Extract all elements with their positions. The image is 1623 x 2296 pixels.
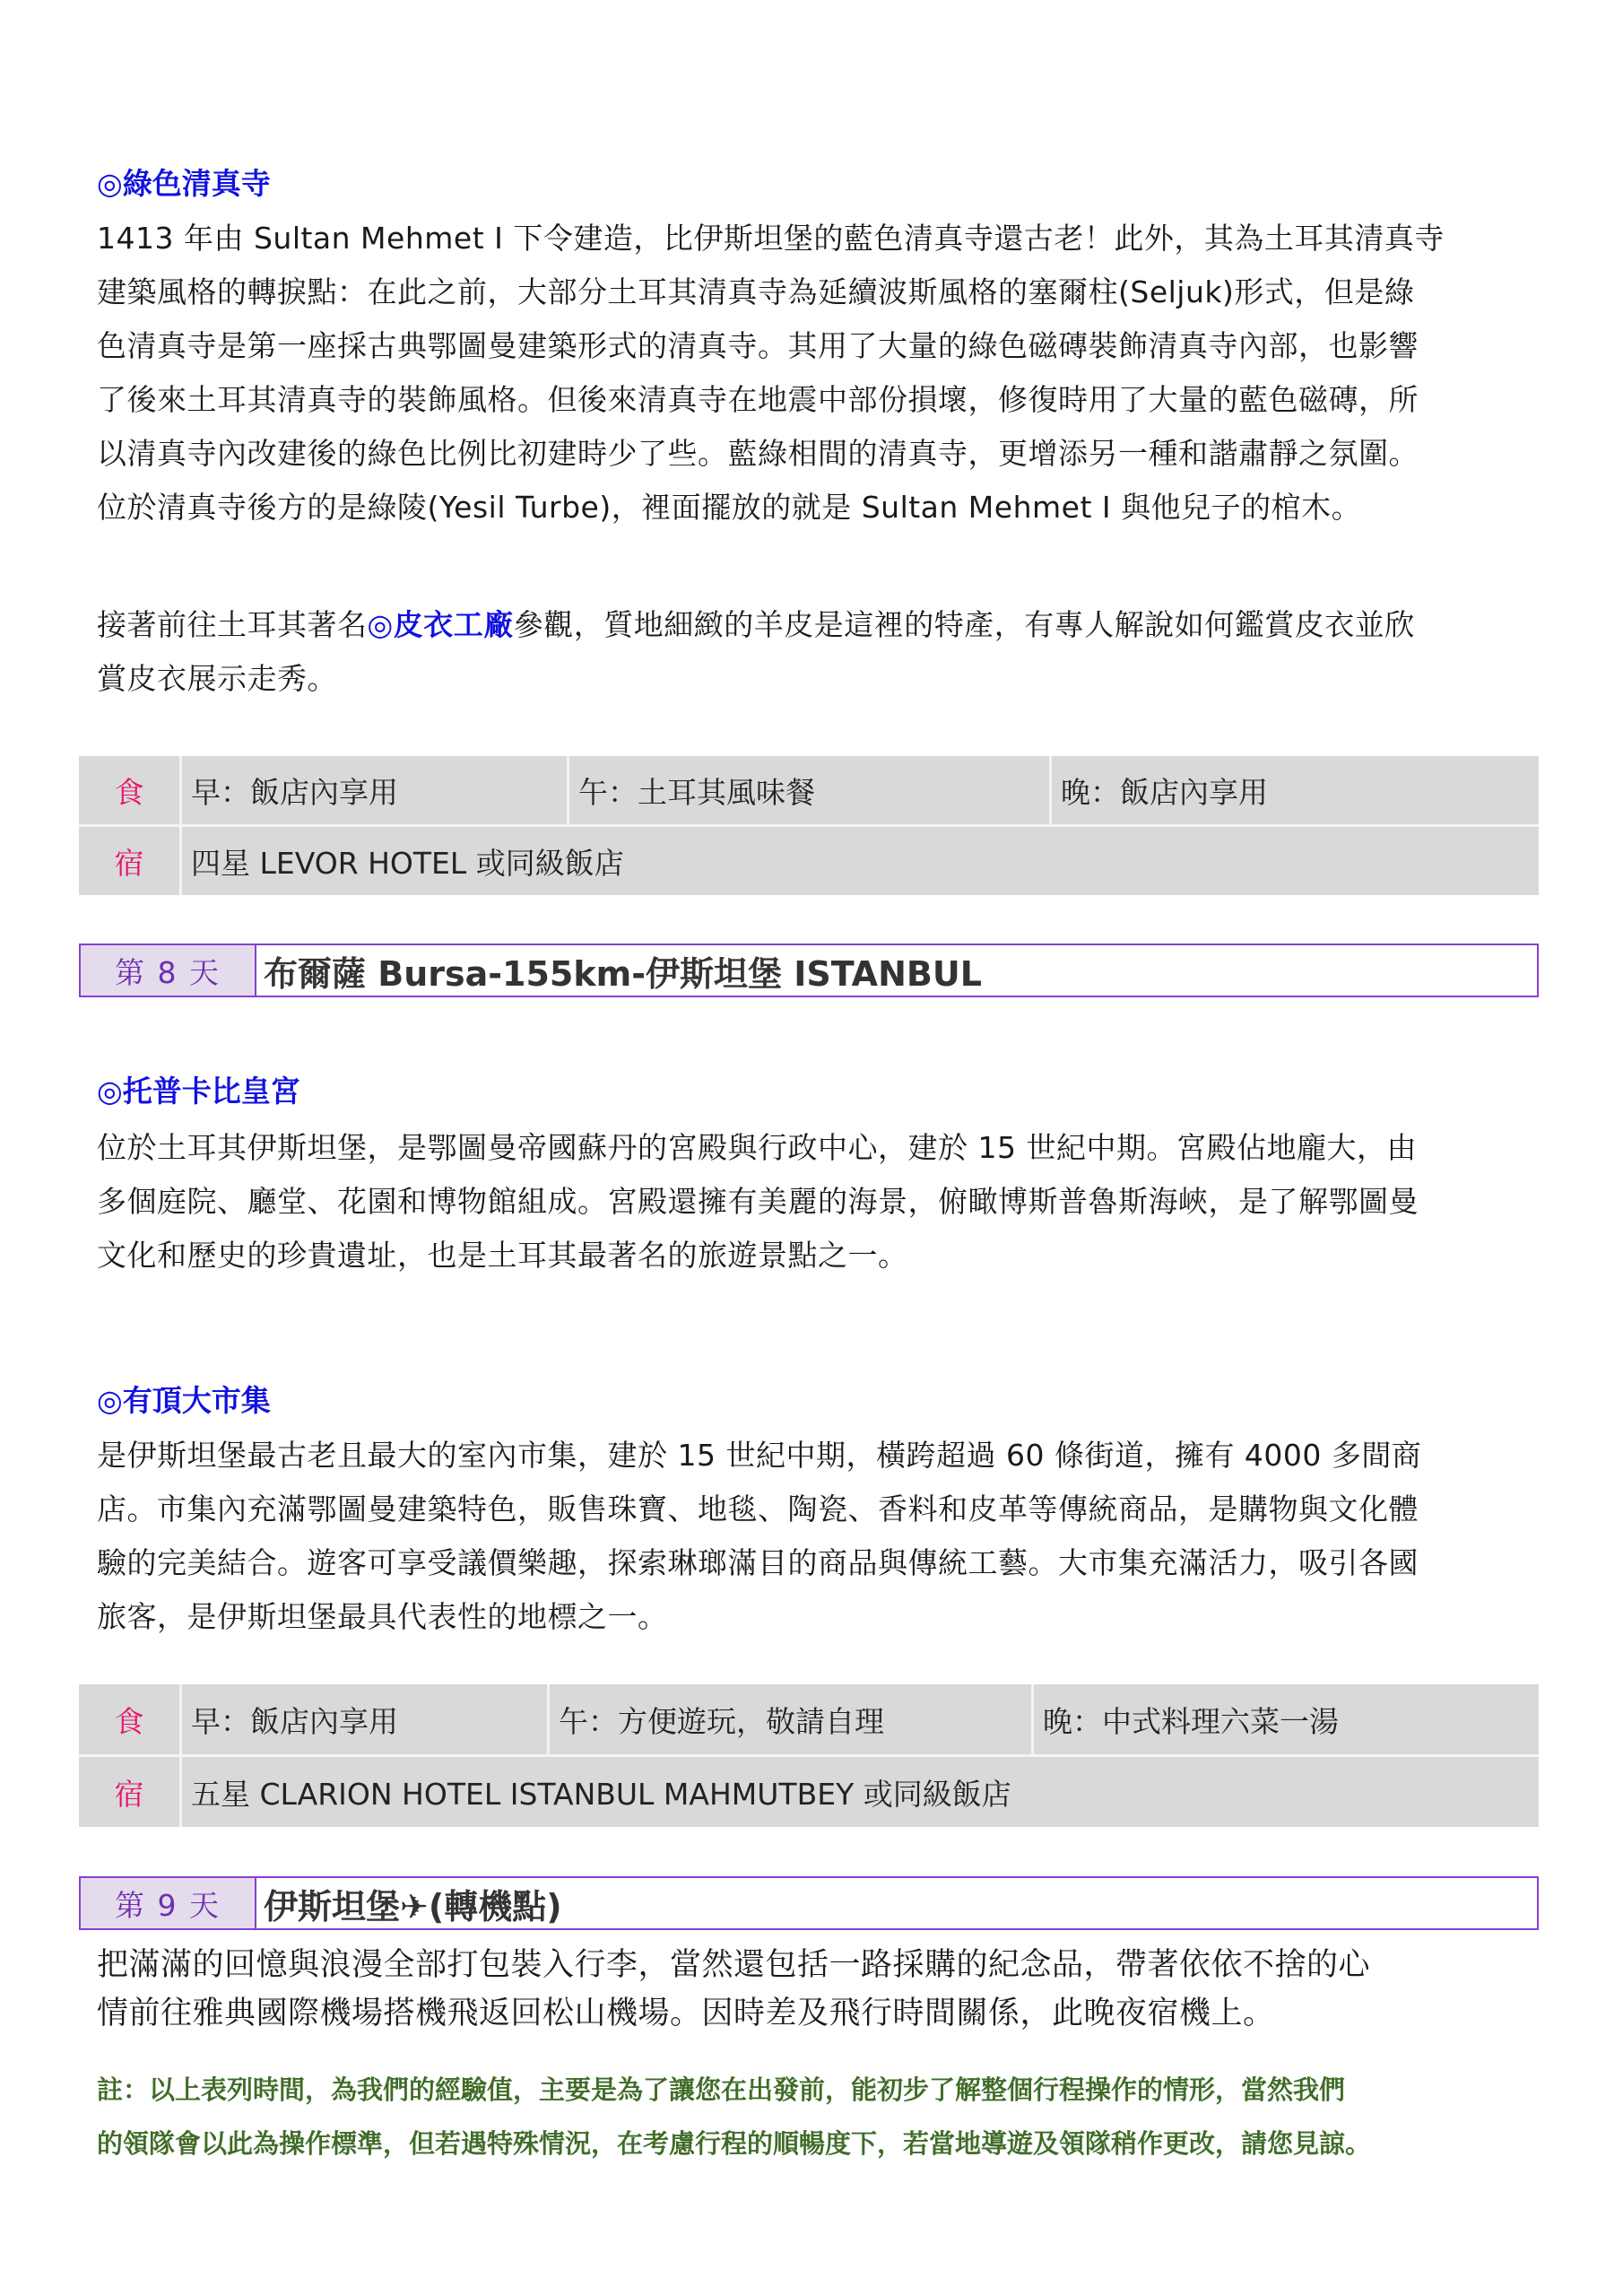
text-line: 驗的完美結合。遊客可享受議價樂趣，探索琳瑯滿目的商品與傳統工藝。大市集充滿活力，吸引各國 xyxy=(97,1545,1419,1580)
text-line: 店。市集內充滿鄂圖曼建築特色，販售珠寶、地毯、陶瓷、香料和皮革等傳統商品，是購物與文化體 xyxy=(97,1492,1419,1526)
text-line: 色清真寺是第一座採古典鄂圖曼建築形式的清真寺。其用了大量的綠色磁磚裝飾清真寺內部，也影響 xyxy=(97,328,1419,363)
day8-header xyxy=(79,944,1539,997)
hotel-cell: 四星 LEVOR HOTEL 或同級飯店 xyxy=(179,827,1539,895)
leather-factory-highlight: ◎皮衣工廠 xyxy=(367,607,514,642)
green-mosque-description xyxy=(97,212,1445,535)
text-line: 文化和歷史的珍貴遺址，也是土耳其最著名的旅遊景點之一。 xyxy=(97,1238,908,1273)
text-line: 情前往雅典國際機場搭機飛返回松山機場。因時差及飛行時間關係，此晚夜宿機上。 xyxy=(97,1996,1275,2031)
meal-row-stay xyxy=(79,1757,1539,1827)
dinner-cell: 晚：中式料理六菜一湯 xyxy=(1031,1684,1539,1754)
food-key: 食 xyxy=(114,774,144,810)
text-line: 賞皮衣展示走秀。 xyxy=(97,661,337,696)
breakfast-cell: 早：飯店內享用 xyxy=(179,756,567,824)
text-prefix: 接著前往土耳其著名 xyxy=(97,607,368,642)
topkapi-description xyxy=(97,1121,1419,1283)
meal-row-food xyxy=(79,1684,1539,1757)
text-suffix: 參觀，質地細緻的羊皮是這裡的特產，有專人解說如何鑑賞皮衣並欣 xyxy=(513,607,1415,642)
stay-key: 宿 xyxy=(114,845,144,881)
breakfast-cell: 早：飯店內享用 xyxy=(179,1684,547,1754)
lunch-cell: 午：方便遊玩，敬請自理 xyxy=(547,1684,1031,1754)
food-key: 食 xyxy=(114,1703,144,1739)
section-title-grand-bazaar: ◎有頂大市集 xyxy=(97,1383,271,1418)
day9-header xyxy=(79,1876,1539,1930)
day9-title: 伊斯坦堡✈(轉機點) xyxy=(264,1886,562,1926)
note-line: 的領隊會以此為操作標準，但若遇特殊情況，在考慮行程的順暢度下，若當地導遊及領隊稍作更改，請您見諒。 xyxy=(97,2128,1372,2159)
note-line: 註：以上表列時間，為我們的經驗值，主要是為了讓您在出發前，能初步了解整個行程操作的情形，當然我們 xyxy=(97,2074,1346,2105)
meal-row-food xyxy=(79,756,1539,827)
text-line: 以清真寺內改建後的綠色比例比初建時少了些。藍綠相間的清真寺，更增添另一種和諧肅靜之氛圍。 xyxy=(97,436,1419,471)
text-line: 建築風格的轉捩點：在此之前，大部分土耳其清真寺為延續波斯風格的塞爾柱(Seljuk)形式，但是綠 xyxy=(97,274,1415,309)
lunch-cell: 午：土耳其風味餐 xyxy=(567,756,1049,824)
text-line: 了後來土耳其清真寺的裝飾風格。但後來清真寺在地震中部份損壞，修復時用了大量的藍色磁磚，所 xyxy=(97,382,1419,417)
stay-key: 宿 xyxy=(114,1776,144,1812)
text-line: 1413 年由 Sultan Mehmet I 下令建造，比伊斯坦堡的藍色清真寺還古老！此外，其為土耳其清真寺 xyxy=(97,221,1445,256)
leather-factory-paragraph xyxy=(97,598,1415,706)
section-title-topkapi: ◎托普卡比皇宮 xyxy=(97,1074,300,1109)
day8-label: 第 8 天 xyxy=(81,945,256,996)
grand-bazaar-description xyxy=(97,1429,1421,1644)
day9-label: 第 9 天 xyxy=(81,1878,256,1928)
section-title-green-mosque: ◎綠色清真寺 xyxy=(97,166,271,201)
day9-description xyxy=(97,1941,1370,2038)
text-line xyxy=(97,598,1415,652)
text-line: 位於清真寺後方的是綠陵(Yesil Turbe)，裡面擺放的就是 Sultan Mehmet I 與他兒子的棺木。 xyxy=(97,490,1362,525)
hotel-cell: 五星 CLARION HOTEL ISTANBUL MAHMUTBEY 或同級飯店 xyxy=(179,1757,1539,1827)
itinerary-note xyxy=(97,2063,1371,2170)
day8-title: 布爾薩 Bursa-155km-伊斯坦堡 ISTANBUL xyxy=(264,953,982,994)
meals-table-day7 xyxy=(79,756,1539,895)
meals-table-day8 xyxy=(79,1684,1539,1827)
text-line: 是伊斯坦堡最古老且最大的室內市集，建於 15 世紀中期，橫跨超過 60 條街道，擁有 4000 多間商 xyxy=(97,1438,1422,1473)
text-line: 旅客，是伊斯坦堡最具代表性的地標之一。 xyxy=(97,1599,668,1634)
meal-row-stay xyxy=(79,827,1539,895)
dinner-cell: 晚：飯店內享用 xyxy=(1049,756,1539,824)
text-line: 多個庭院、廳堂、花園和博物館組成。宮殿還擁有美麗的海景，俯瞰博斯普魯斯海峽，是了解鄂圖曼 xyxy=(97,1184,1419,1219)
text-line: 把滿滿的回憶與浪漫全部打包裝入行李，當然還包括一路採購的紀念品，帶著依依不捨的心 xyxy=(97,1947,1371,1983)
text-line: 位於土耳其伊斯坦堡，是鄂圖曼帝國蘇丹的宮殿與行政中心，建於 15 世紀中期。宮殿佔地龐大，由 xyxy=(97,1130,1417,1165)
